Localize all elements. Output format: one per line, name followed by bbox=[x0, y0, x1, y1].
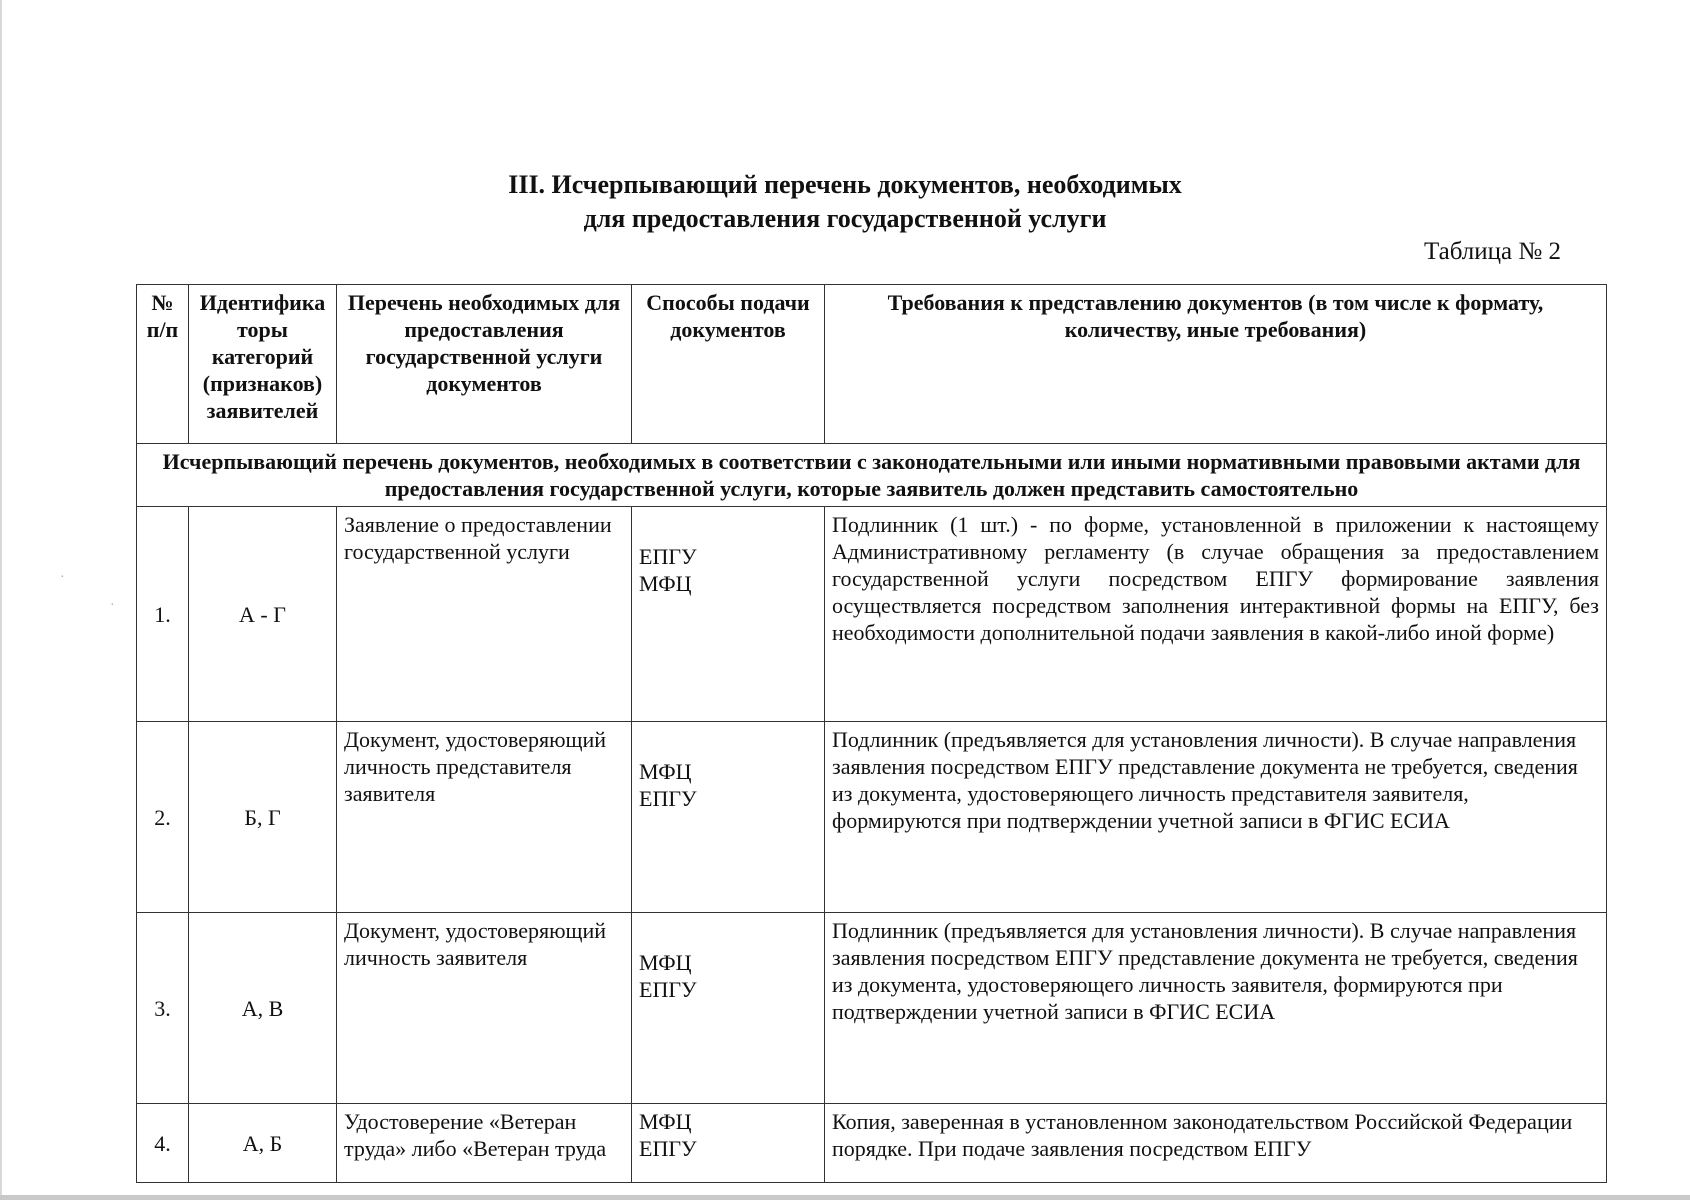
header-requirements: Требования к представлению документов (в том числе к формату, количеству, иные требования) bbox=[825, 285, 1607, 444]
method-item: ЕПГУ bbox=[639, 786, 697, 811]
method-item: МФЦ bbox=[639, 759, 692, 784]
row-categories: А, В bbox=[189, 913, 337, 1104]
header-documents: Перечень необходимых для предоставления государственной услуги документов bbox=[337, 285, 632, 444]
method-item: ЕПГУ bbox=[639, 544, 697, 569]
method-item: ЕПГУ bbox=[639, 977, 697, 1002]
row-number: 3. bbox=[137, 913, 189, 1104]
row-number: 2. bbox=[137, 722, 189, 913]
table-row bbox=[137, 1104, 1607, 1183]
row-methods bbox=[632, 722, 825, 913]
table-row bbox=[137, 507, 1607, 722]
table-number: Таблица № 2 bbox=[1423, 238, 1561, 265]
method-item: МФЦ bbox=[639, 571, 692, 596]
row-number: 1. bbox=[137, 507, 189, 722]
page-title-line-1: III. Исчерпывающий перечень документов, необходимых bbox=[508, 170, 1182, 199]
table-header-row bbox=[137, 285, 1607, 444]
section-title: Исчерпывающий перечень документов, необходимых в соответствии с законодательными или иными нормативными правовыми актами для предоставления государственной услуги, которые заявитель должен представить самостоятельно bbox=[137, 444, 1607, 507]
scan-speck: · bbox=[60, 570, 65, 585]
row-document: Документ, удостоверяющий личность заявителя bbox=[337, 913, 632, 1104]
method-item: МФЦ bbox=[639, 1109, 692, 1134]
row-requirements: Подлинник (1 шт.) - по форме, установленной в приложении к настоящему Административному регламенту (в случае обращения за предоставлением государственной услуги посредством ЕПГУ формирование заявления осуществляется посредством заполнения интерактивной формы на ЕПГУ, без необходимости дополнительной подачи заявления в какой-либо иной форме) bbox=[825, 507, 1607, 722]
header-methods: Способы подачи документов bbox=[632, 285, 825, 444]
method-item: ЕПГУ bbox=[639, 1136, 697, 1161]
header-categories: Идентифика торы категорий (признаков) заявителей bbox=[189, 285, 337, 444]
row-document: Заявление о предоставлении государственной услуги bbox=[337, 507, 632, 722]
row-methods bbox=[632, 507, 825, 722]
row-number: 4. bbox=[137, 1104, 189, 1183]
row-requirements: Копия, заверенная в установленном законодательством Российской Федерации порядке. При подаче заявления посредством ЕПГУ bbox=[825, 1104, 1607, 1183]
method-item: МФЦ bbox=[639, 950, 692, 975]
row-requirements: Подлинник (предъявляется для установления личности). В случае направления заявления посредством ЕПГУ представление документа не требуется, сведения из документа, удостоверяющего личность заявителя, формируются при подтверждении учетной записи в ФГИС ЕСИА bbox=[825, 913, 1607, 1104]
row-categories: Б, Г bbox=[189, 722, 337, 913]
row-categories: А, Б bbox=[189, 1104, 337, 1183]
table-row bbox=[137, 722, 1607, 913]
row-requirements: Подлинник (предъявляется для установления личности). В случае направления заявления посредством ЕПГУ представление документа не требуется, сведения из документа, удостоверяющего личность представителя заявителя, формируются при подтверждении учетной записи в ФГИС ЕСИА bbox=[825, 722, 1607, 913]
row-methods bbox=[632, 913, 825, 1104]
row-categories: А - Г bbox=[189, 507, 337, 722]
table-row bbox=[137, 913, 1607, 1104]
scan-edge-left bbox=[0, 0, 2, 1200]
page-title bbox=[300, 168, 1390, 236]
header-num: № п/п bbox=[137, 285, 189, 444]
section-row bbox=[137, 444, 1607, 507]
scan-speck: · bbox=[110, 598, 115, 613]
page-title-line-2: для предоставления государственной услуги bbox=[583, 204, 1107, 233]
row-methods bbox=[632, 1104, 825, 1183]
row-document: Удостоверение «Ветеран труда» либо «Ветеран труда bbox=[337, 1104, 632, 1183]
documents-table bbox=[136, 284, 1607, 1183]
row-document: Документ, удостоверяющий личность представителя заявителя bbox=[337, 722, 632, 913]
scan-edge-bottom bbox=[0, 1195, 1690, 1200]
